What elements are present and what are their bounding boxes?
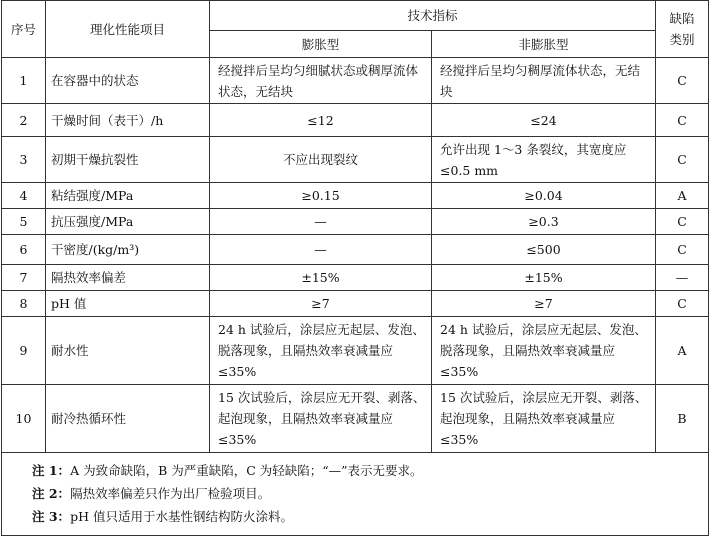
row-defect: A — [656, 317, 709, 385]
row-no: 7 — [2, 265, 46, 291]
row-defect: — — [656, 265, 709, 291]
row-nonswell: ≥7 — [432, 291, 656, 317]
table-row — [2, 104, 709, 137]
row-defect: C — [656, 104, 709, 137]
header-row-1 — [2, 1, 709, 31]
note-3 — [32, 505, 700, 528]
row-item: 粘结强度/MPa — [46, 183, 210, 209]
header-nonswell: 非膨胀型 — [432, 31, 656, 58]
row-swell: 经搅拌后呈均匀细腻状态或稠厚流体状态，无结块 — [210, 58, 432, 104]
header-defect-line1: 缺陷 — [669, 11, 695, 26]
row-swell: — — [210, 209, 432, 235]
row-no: 4 — [2, 183, 46, 209]
row-nonswell: 24 h 试验后，涂层应无起层、发泡、脱落现象，且隔热效率衰减量应≤35% — [432, 317, 656, 385]
row-swell: 15 次试验后，涂层应无开裂、剥落、起泡现象，且隔热效率衰减量应≤35% — [210, 385, 432, 453]
note-1 — [32, 459, 700, 482]
row-no: 2 — [2, 104, 46, 137]
table-row — [2, 317, 709, 385]
table-row — [2, 183, 709, 209]
row-no: 3 — [2, 137, 46, 183]
row-swell: 不应出现裂纹 — [210, 137, 432, 183]
table-row — [2, 235, 709, 265]
note-text: pH 值只适用于水基性钢结构防火涂料。 — [70, 509, 293, 524]
row-defect: C — [656, 137, 709, 183]
row-no: 1 — [2, 58, 46, 104]
row-no: 6 — [2, 235, 46, 265]
row-no: 8 — [2, 291, 46, 317]
row-item: 在容器中的状态 — [46, 58, 210, 104]
note-label: 注 1： — [32, 463, 71, 478]
note-text: 隔热效率偏差只作为出厂检验项目。 — [70, 486, 271, 501]
row-defect: A — [656, 183, 709, 209]
row-defect: C — [656, 235, 709, 265]
row-no: 9 — [2, 317, 46, 385]
notes-cell — [2, 453, 709, 536]
header-defect — [656, 1, 709, 58]
row-item: 初期干燥抗裂性 — [46, 137, 210, 183]
row-no: 5 — [2, 209, 46, 235]
row-swell: 24 h 试验后，涂层应无起层、发泡、脱落现象，且隔热效率衰减量应≤35% — [210, 317, 432, 385]
row-item: 耐冷热循环性 — [46, 385, 210, 453]
header-swell: 膨胀型 — [210, 31, 432, 58]
header-defect-line2: 类别 — [669, 32, 695, 47]
row-swell: ±15% — [210, 265, 432, 291]
row-item: 抗压强度/MPa — [46, 209, 210, 235]
header-tech: 技术指标 — [210, 1, 656, 31]
row-no: 10 — [2, 385, 46, 453]
table-row — [2, 265, 709, 291]
row-defect: C — [656, 291, 709, 317]
row-nonswell: ≤24 — [432, 104, 656, 137]
table-row — [2, 291, 709, 317]
table-row — [2, 58, 709, 104]
row-item: 隔热效率偏差 — [46, 265, 210, 291]
row-nonswell: ≥0.3 — [432, 209, 656, 235]
row-nonswell: 允许出现 1～3 条裂纹，其宽度应≤0.5 mm — [432, 137, 656, 183]
row-nonswell: 经搅拌后呈均匀稠厚流体状态，无结块 — [432, 58, 656, 104]
row-swell: ≥0.15 — [210, 183, 432, 209]
note-label: 注 2： — [32, 486, 71, 501]
row-nonswell: ≥0.04 — [432, 183, 656, 209]
row-defect: C — [656, 209, 709, 235]
row-nonswell: ±15% — [432, 265, 656, 291]
note-text: A 为致命缺陷，B 为严重缺陷，C 为轻缺陷；“—”表示无要求。 — [70, 463, 423, 478]
note-2 — [32, 482, 700, 505]
row-nonswell: 15 次试验后，涂层应无开裂、剥落、起泡现象，且隔热效率衰减量应≤35% — [432, 385, 656, 453]
row-swell: ≤12 — [210, 104, 432, 137]
table-row — [2, 209, 709, 235]
row-item: 耐水性 — [46, 317, 210, 385]
header-item: 理化性能项目 — [46, 1, 210, 58]
row-defect: B — [656, 385, 709, 453]
row-swell: ≥7 — [210, 291, 432, 317]
row-item: pH 值 — [46, 291, 210, 317]
spec-table — [1, 0, 709, 536]
row-item: 干密度/(kg/m³) — [46, 235, 210, 265]
row-nonswell: ≤500 — [432, 235, 656, 265]
table-row — [2, 385, 709, 453]
row-swell: — — [210, 235, 432, 265]
table-row — [2, 137, 709, 183]
note-label: 注 3： — [32, 509, 71, 524]
row-item: 干燥时间（表干）/h — [46, 104, 210, 137]
row-defect: C — [656, 58, 709, 104]
notes-row — [2, 453, 709, 536]
header-seq: 序号 — [2, 1, 46, 58]
